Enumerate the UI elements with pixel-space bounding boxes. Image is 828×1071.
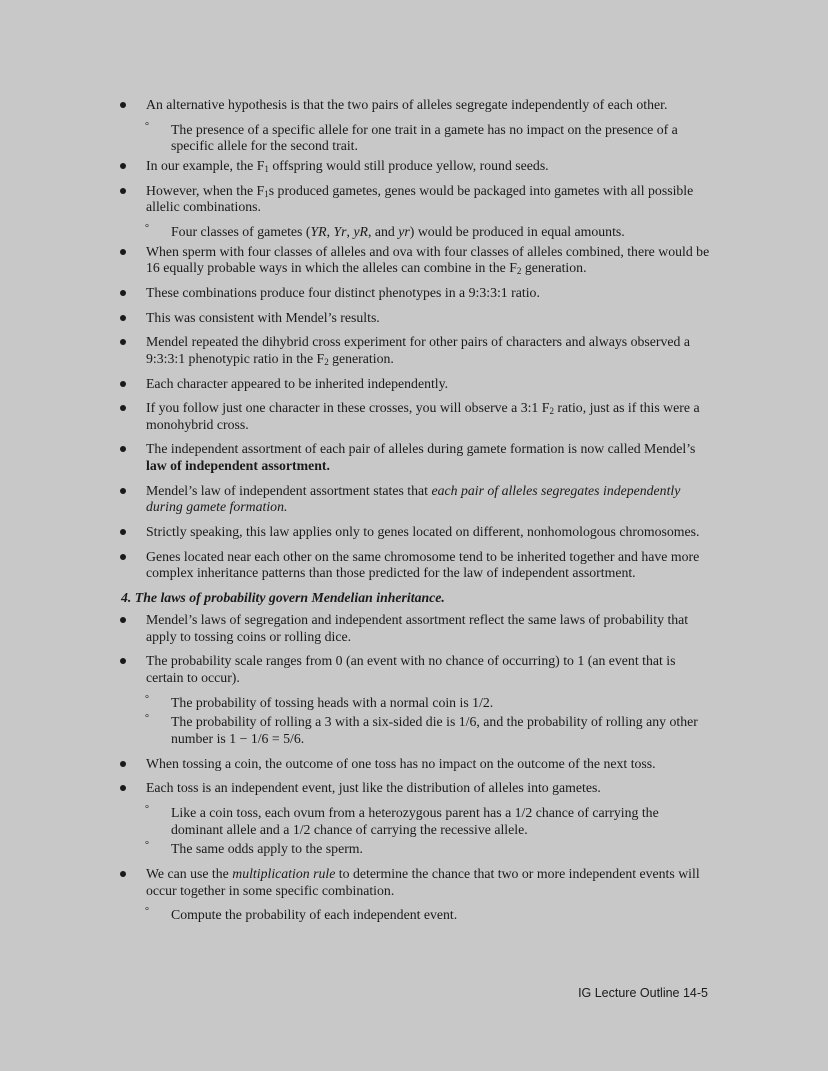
- bullet-dot-icon: [120, 446, 126, 452]
- bullet-circle-icon: °: [145, 804, 149, 816]
- section-heading: 4. The laws of probability govern Mendelian inheritance.: [121, 589, 445, 605]
- bullet-dot-icon: [120, 339, 126, 345]
- bullet-item: [0, 780, 828, 797]
- bullet-text: multiplication rule: [232, 866, 336, 882]
- bullet-text: Strictly speaking, this law applies only to genes located on different, nonhomologous chromosomes.: [146, 523, 700, 539]
- bullet-text: YR: [310, 223, 327, 239]
- bullet-text: The presence of a specific allele for one trait in a gamete has no impact on the presence of a specific allele for the second trait.: [171, 121, 678, 154]
- bullet-item: [0, 285, 828, 302]
- bullet-text: The probability of tossing heads with a normal coin is 1/2.: [171, 694, 494, 710]
- bullet-dot-icon: [120, 249, 126, 255]
- bullet-text: However, when the F: [146, 182, 265, 198]
- bullet-item: [0, 334, 828, 367]
- bullet-item: [0, 400, 828, 433]
- sub-bullet-item: [0, 714, 828, 747]
- bullet-text: ,: [326, 223, 334, 239]
- bullet-text: Like a coin toss, each ovum from a heterozygous parent has a 1/2 chance of carrying the dominant allele and a 1/2 chance of carrying the recessive allele.: [171, 805, 659, 837]
- bullet-dot-icon: [120, 488, 126, 494]
- bullet-dot-icon: [120, 658, 126, 664]
- bullet-dot-icon: [120, 617, 126, 623]
- bullet-text: We can use the: [146, 866, 233, 882]
- bullet-text: Compute the probability of each independent event.: [171, 907, 458, 923]
- bullet-text: law of independent assortment.: [146, 457, 330, 473]
- bullet-dot-icon: [120, 102, 126, 108]
- bullet-dot-icon: [120, 163, 126, 169]
- bullet-item: [0, 866, 828, 899]
- bullet-text: ratio, just as if this were a monohybrid cross.: [146, 400, 700, 432]
- bullet-item: [0, 483, 828, 516]
- bullet-item: [0, 612, 828, 645]
- bullet-text: , and: [368, 223, 399, 239]
- bullet-dot-icon: [120, 188, 126, 194]
- bullet-circle-icon: °: [145, 120, 149, 132]
- bullet-text: This was consistent with Mendel’s results.: [146, 309, 380, 325]
- bullet-text: each pair of alleles segregates independently during gamete formation.: [146, 482, 681, 515]
- outline-section-probability: [0, 612, 828, 924]
- bullet-text: generation.: [521, 260, 587, 276]
- bullet-text: Mendel’s laws of segregation and independent assortment reflect the same laws of probability that apply to tossing coins or rolling dice.: [146, 612, 689, 644]
- bullet-dot-icon: [120, 290, 126, 296]
- bullet-dot-icon: [120, 785, 126, 791]
- bullet-dot-icon: [120, 871, 126, 877]
- bullet-text: Each character appeared to be inherited independently.: [146, 375, 449, 391]
- sub-bullet-item: [0, 122, 828, 155]
- bullet-circle-icon: °: [145, 840, 149, 852]
- sub-bullet-item: [0, 841, 828, 858]
- bullet-item: [0, 524, 828, 541]
- bullet-item: [0, 310, 828, 327]
- bullet-text: 2: [549, 406, 554, 417]
- bullet-text: Each toss is an independent event, just like the distribution of alleles into gametes.: [146, 780, 601, 796]
- bullet-text: ) would be produced in equal amounts.: [409, 223, 625, 239]
- bullet-text: yR: [353, 223, 368, 239]
- bullet-text: The probability of rolling a 3 with a six-sided die is 1/6, and the probability of rolling any other number is 1 − 1/6 = 5/6.: [171, 714, 698, 746]
- bullet-text: The same odds apply to the sperm.: [171, 841, 363, 857]
- bullet-circle-icon: °: [145, 713, 149, 725]
- bullet-item: [0, 183, 828, 216]
- bullet-text: Four classes of gametes (: [171, 223, 311, 239]
- bullet-circle-icon: °: [145, 906, 149, 918]
- bullet-text: 2: [324, 356, 329, 367]
- bullet-text: ,: [346, 223, 354, 239]
- bullet-item: [0, 244, 828, 277]
- outline-section-independent-assortment: [0, 97, 828, 582]
- bullet-text: to determine the chance that two or more independent events will occur together in some specific combination.: [146, 866, 700, 898]
- sub-bullet-item: [0, 695, 828, 712]
- bullet-text: An alternative hypothesis is that the two pairs of alleles segregate independently of each other.: [146, 97, 668, 112]
- bullet-text: 1: [264, 188, 269, 199]
- bullet-text: Genes located near each other on the same chromosome tend to be inherited together and have more complex inheritance patterns than those predicted for the law of independent assortment.: [146, 548, 700, 581]
- bullet-circle-icon: °: [145, 222, 149, 234]
- sub-bullet-item: [0, 907, 828, 924]
- bullet-text: When sperm with four classes of alleles and ova with four classes of alleles combined, there would be 16 equally probable ways in which the alleles can combine in the F: [146, 243, 710, 276]
- bullet-text: Yr: [333, 223, 347, 239]
- bullet-item: [0, 158, 828, 175]
- bullet-dot-icon: [120, 554, 126, 560]
- bullet-item: [0, 549, 828, 582]
- bullet-item: [0, 376, 828, 393]
- bullet-text: These combinations produce four distinct phenotypes in a 9:3:3:1 ratio.: [146, 285, 540, 301]
- bullet-text: offspring would still produce yellow, round seeds.: [268, 158, 549, 174]
- bullet-text: yr: [398, 223, 410, 239]
- bullet-text: In our example, the F: [146, 158, 265, 174]
- bullet-text: The probability scale ranges from 0 (an event with no chance of occurring) to 1 (an event that is certain to occur).: [146, 653, 676, 685]
- bullet-text: generation.: [328, 350, 394, 366]
- bullet-item: [0, 441, 828, 474]
- bullet-dot-icon: [120, 315, 126, 321]
- bullet-text: 1: [264, 164, 269, 175]
- bullet-text: The independent assortment of each pair of alleles during gamete formation is now called Mendel’s: [146, 441, 696, 457]
- bullet-text: If you follow just one character in these crosses, you will observe a 3:1 F: [146, 400, 550, 416]
- outline-body: [0, 97, 828, 927]
- bullet-item: [0, 97, 828, 114]
- bullet-text: Mendel’s law of independent assortment states that: [146, 482, 432, 498]
- bullet-item: [0, 653, 828, 686]
- bullet-text: When tossing a coin, the outcome of one toss has no impact on the outcome of the next toss.: [146, 755, 656, 771]
- bullet-item: [0, 756, 828, 773]
- bullet-dot-icon: [120, 529, 126, 535]
- bullet-dot-icon: [120, 761, 126, 767]
- sub-bullet-item: [0, 805, 828, 838]
- page-footer: IG Lecture Outline 14-5: [578, 986, 708, 1000]
- sub-bullet-item: [0, 224, 828, 241]
- bullet-dot-icon: [120, 381, 126, 387]
- bullet-circle-icon: °: [145, 693, 149, 705]
- bullet-text: Mendel repeated the dihybrid cross experiment for other pairs of characters and always observed a 9:3:3:1 phenotypic ratio in the F: [146, 334, 690, 366]
- bullet-text: s produced gametes, genes would be packaged into gametes with all possible allelic combinations.: [146, 182, 694, 215]
- bullet-dot-icon: [120, 405, 126, 411]
- bullet-text: 2: [516, 266, 522, 277]
